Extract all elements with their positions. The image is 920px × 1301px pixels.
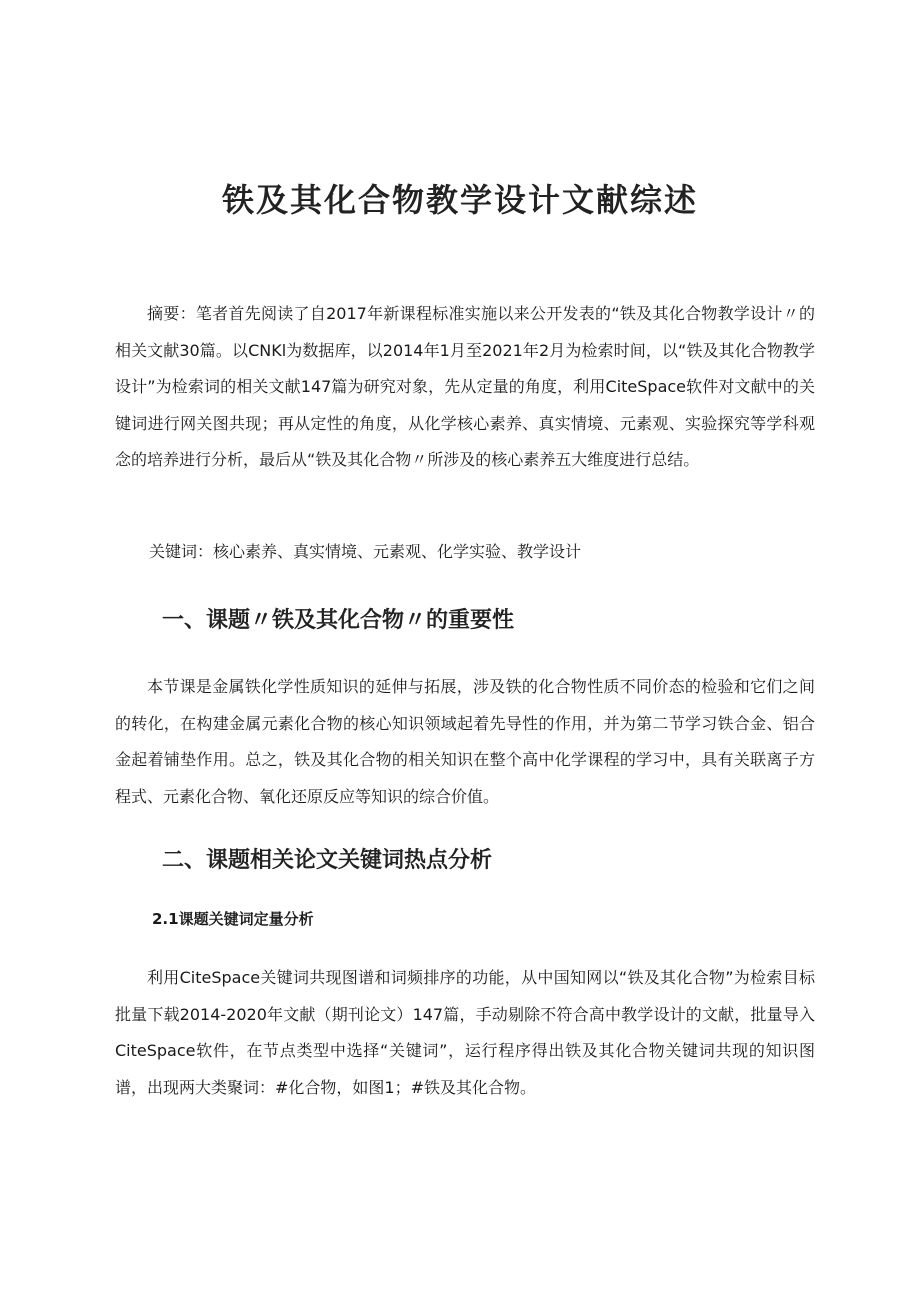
section-1-heading: 一、课题〃铁及其化合物〃的重要性 (162, 608, 515, 633)
abstract-paragraph: 摘要：笔者首先阅读了自2017年新课程标准实施以来公开发表的“铁及其化合物教学设计〃的相关文献30篇。以CNKl为数据库，以2014年1月至2021年2月为检索时间，以“铁及其化合物教学设计”为检索词的相关文献147篇为研究对象，先从定量的角度，利用CiteSpace软件对文献中的关键词进行网关图共现；再从定性的角度，从化学核心素养、真实情境、元素观、实验探究等学科观念的培养进行分析，最后从“铁及其化合物〃所涉及的核心素养五大维度进行总结。 (115, 304, 815, 470)
section-1-paragraph: 本节课是金属铁化学性质知识的延伸与拓展，涉及铁的化合物性质不同价态的检验和它们之间的转化，在构建金属元素化合物的核心知识领域起着先导性的作用，并为第二节学习铁合金、铝合金起着铺垫作用。总之，铁及其化合物的相关知识在整个高中化学课程的学习中，具有关联离子方程式、元素化合物、氧化还原反应等知识的综合价值。 (115, 677, 815, 806)
document-title: 铁及其化合物教学设计文献综述 (221, 181, 698, 220)
section-2-paragraph: 利用CiteSpace关键词共现图谱和词频排序的功能，从中国知网以“铁及其化合物”为检索目标批量下载2014-2020年文献（期刊论文）147篇，手动剔除不符合高中教学设计的文献，批量导入CiteSpace软件，在节点类型中选择“关键词”，运行程序得出铁及其化合物关键词共现的知识图谱，出现两大类聚词：#化合物，如图1；#铁及其化合物。 (115, 968, 815, 1097)
subsection-2-1-heading: 2.1课题关键词定量分析 (152, 910, 314, 928)
keywords-line: 关键词：核心素养、真实情境、元素观、化学实验、教学设计 (149, 542, 582, 561)
section-2-heading: 二、课题相关论文关键词热点分析 (162, 848, 493, 873)
